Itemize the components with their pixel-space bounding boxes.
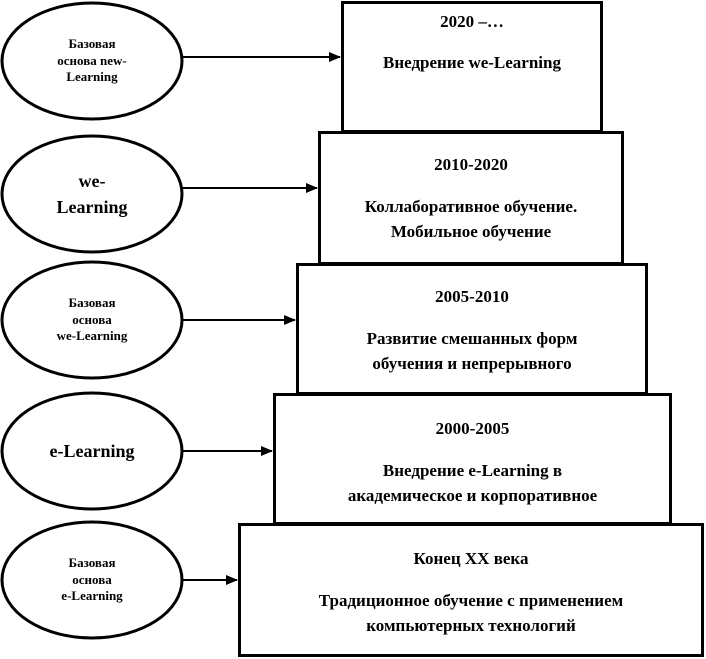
stage-4-description-line-2: академическое и корпоративное [347, 485, 598, 505]
stage-4-period: 2000-2005 [435, 419, 510, 438]
ellipse-1-line-2: основа new- [57, 52, 127, 68]
ellipse-1-line-1: Базовая [68, 36, 116, 52]
stage-1-description-line-1: Внедрение we-Learning [383, 53, 561, 72]
ellipse-3-line-2: основа [72, 311, 112, 327]
ellipse-5-line-3: e-Learning [61, 588, 123, 604]
stage-5-description-line-2: компьютерных технологий [366, 615, 576, 635]
stage-label-3 [296, 287, 648, 376]
ellipse-label-2 [22, 154, 162, 234]
ellipse-2-line-1: we- [78, 170, 106, 191]
stage-label-4 [273, 419, 672, 508]
stage-label-2 [318, 155, 624, 244]
ellipse-label-4 [22, 411, 162, 491]
ellipse-4-line-1: e-Learning [49, 440, 135, 461]
stage-label-5 [238, 549, 704, 638]
ellipse-label-3 [22, 280, 162, 360]
stage-4-description-line-1: Внедрение e-Learning в [382, 461, 563, 480]
ellipse-5-line-1: Базовая [68, 555, 116, 571]
ellipse-5-line-2: основа [72, 571, 112, 587]
stage-2-description-line-2: Мобильное обучение [390, 221, 552, 241]
ellipse-3-line-3: we-Learning [56, 328, 128, 344]
ellipse-label-1 [22, 21, 162, 101]
stage-2-description-line-1: Коллаборативное обучение. [364, 197, 578, 216]
stage-2-period: 2010-2020 [434, 155, 508, 174]
stage-5-description-line-1: Традиционное обучение с применением [318, 591, 624, 610]
stage-3-description-line-1: Развитие смешанных форм [366, 329, 578, 348]
ellipse-label-5 [22, 540, 162, 620]
stage-1-period: 2020 –… [440, 12, 504, 31]
ellipse-3-line-1: Базовая [68, 295, 116, 311]
ellipse-2-line-2: Learning [56, 197, 128, 217]
stage-3-description-line-2: обучения и непрерывного [372, 353, 572, 373]
stage-label-1 [341, 12, 603, 76]
ellipse-1-line-3: Learning [66, 69, 118, 85]
stage-5-period: Конец XX века [413, 549, 529, 568]
stage-3-period: 2005-2010 [435, 287, 509, 306]
